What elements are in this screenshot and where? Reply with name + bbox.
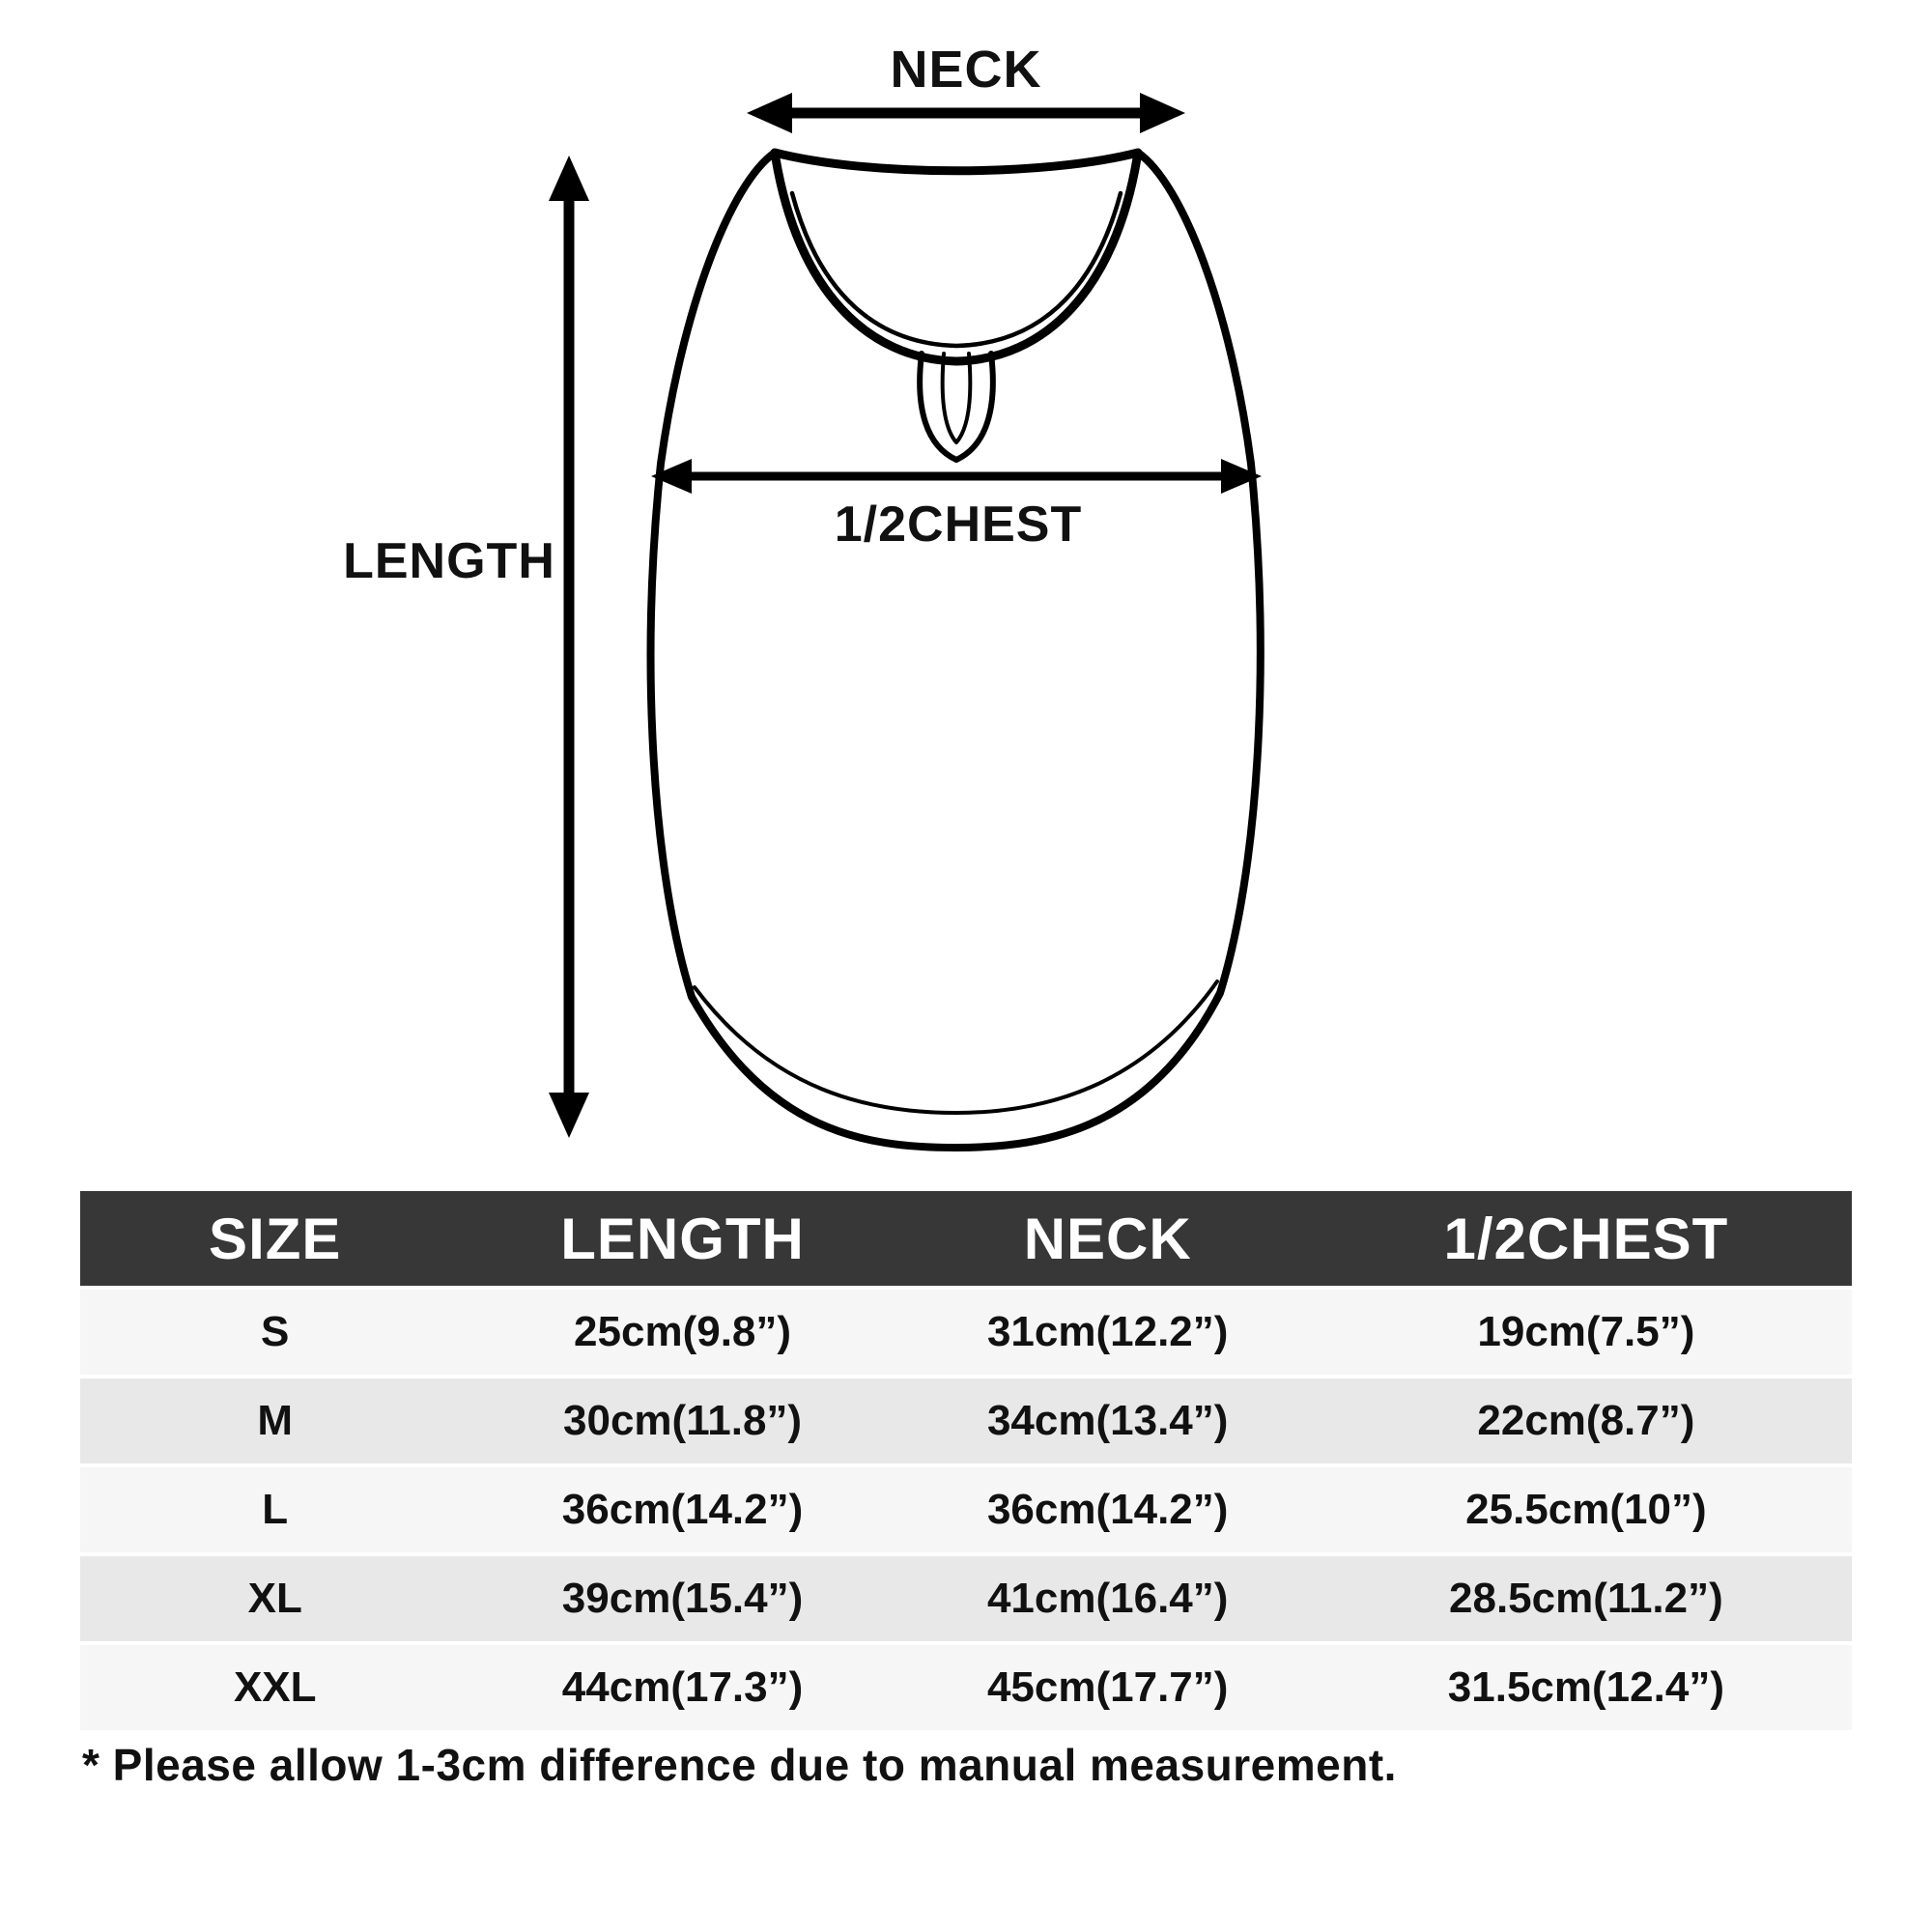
arrowhead-right-icon (1140, 93, 1185, 133)
length-dimension-label: LENGTH (343, 533, 555, 589)
table-row (80, 1378, 1852, 1463)
cell-half-chest: 19cm(7.5”) (1321, 1290, 1852, 1375)
collar-outer-u (776, 158, 1137, 361)
length-dimension-arrow (549, 156, 589, 1138)
cell-neck: 34cm(13.4”) (895, 1378, 1321, 1463)
garment-body-path (651, 153, 1261, 1148)
cell-neck: 45cm(17.7”) (895, 1645, 1321, 1730)
size-table-header (80, 1191, 1852, 1286)
arrowhead-up-icon (549, 156, 589, 201)
table-row (80, 1645, 1852, 1730)
cell-length: 36cm(14.2”) (469, 1467, 895, 1552)
header-half-chest: 1/2CHEST (1321, 1191, 1852, 1286)
size-table-body (80, 1290, 1852, 1730)
cell-half-chest: 22cm(8.7”) (1321, 1378, 1852, 1463)
cell-neck: 31cm(12.2”) (895, 1290, 1321, 1375)
neck-dimension-label: NECK (890, 41, 1042, 99)
header-neck: NECK (895, 1191, 1321, 1286)
cell-size: M (80, 1378, 469, 1463)
cell-size: L (80, 1467, 469, 1552)
cell-size: S (80, 1290, 469, 1375)
header-size: SIZE (80, 1191, 469, 1286)
cell-size: XXL (80, 1645, 469, 1730)
keyhole-loop-inner (943, 354, 971, 442)
arrowhead-left-icon (747, 93, 792, 133)
collar-inner-u (792, 193, 1121, 346)
half-chest-dimension-label: 1/2CHEST (834, 497, 1083, 553)
table-row (80, 1467, 1852, 1552)
arrowhead-down-icon (549, 1093, 589, 1138)
measurement-footnote: * Please allow 1-3cm difference due to manual measurement. (82, 1740, 1397, 1790)
size-table (80, 1187, 1852, 1734)
header-row (80, 1191, 1852, 1286)
cell-length: 39cm(15.4”) (469, 1556, 895, 1641)
cell-neck: 36cm(14.2”) (895, 1467, 1321, 1552)
garment-outline (651, 153, 1261, 1148)
half-chest-dimension-arrow (651, 459, 1262, 494)
neck-dimension-arrow (747, 93, 1185, 133)
cell-size: XL (80, 1556, 469, 1641)
collar-top-edge (775, 153, 1138, 171)
cell-neck: 41cm(16.4”) (895, 1556, 1321, 1641)
cell-half-chest: 25.5cm(10”) (1321, 1467, 1852, 1552)
cell-half-chest: 28.5cm(11.2”) (1321, 1556, 1852, 1641)
cell-half-chest: 31.5cm(12.4”) (1321, 1645, 1852, 1730)
cell-length: 30cm(11.8”) (469, 1378, 895, 1463)
cell-length: 25cm(9.8”) (469, 1290, 895, 1375)
table-row (80, 1556, 1852, 1641)
header-length: LENGTH (469, 1191, 895, 1286)
cell-length: 44cm(17.3”) (469, 1645, 895, 1730)
table-row (80, 1290, 1852, 1375)
